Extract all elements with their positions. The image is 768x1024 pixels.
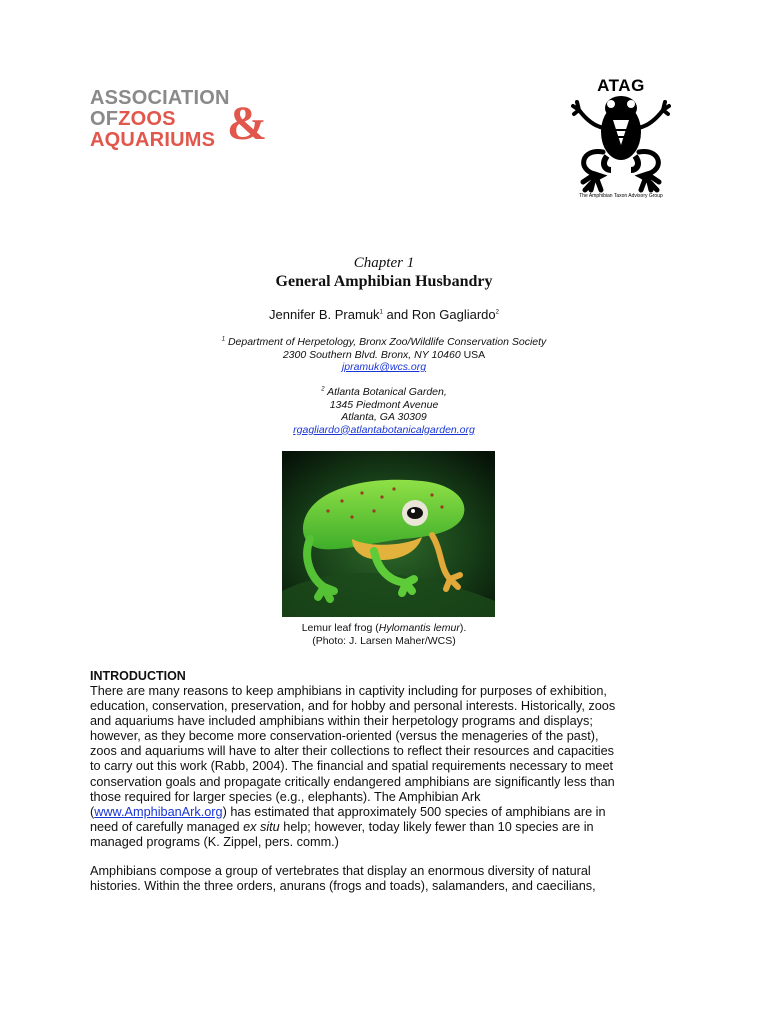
affiliation-1-email-link[interactable]: jpramuk@wcs.org xyxy=(341,361,427,373)
author-2-marker: 2 xyxy=(495,309,499,316)
paragraph-line: There are many reasons to keep amphibians in captivity including for purposes of exhibition, xyxy=(90,684,607,698)
photo-caption-line xyxy=(0,622,768,635)
paren-open: ( xyxy=(90,804,95,819)
paragraph-text: help; however, today likely fewer than 10 species are in xyxy=(279,819,594,834)
paragraph-line: histories. Within the three orders, anurans (frogs and toads), salamanders, and caecilians, xyxy=(90,879,596,894)
introduction-paragraph-2 xyxy=(90,864,690,894)
affiliation-1 xyxy=(0,336,768,374)
chapter-label: Chapter 1 xyxy=(353,255,415,271)
caption-text: Lemur leaf frog ( xyxy=(301,622,379,634)
author-1-marker: 1 xyxy=(379,309,383,316)
affiliation-2-street: 1345 Piedmont Avenue xyxy=(329,398,439,411)
author-2: and Ron Gagliardo xyxy=(386,307,496,322)
introduction-paragraph-1 xyxy=(90,684,690,850)
photo-credit: (Photo: J. Larsen Maher/WCS) xyxy=(312,634,456,647)
frog-icon xyxy=(571,90,671,194)
amphibian-ark-link[interactable]: www.AmphibanArk.org xyxy=(94,804,223,819)
ex-situ-term: ex situ xyxy=(243,819,280,834)
authors xyxy=(0,307,768,322)
affiliation-1-dept-line xyxy=(0,336,768,349)
affiliation-1-street: 2300 Southern Blvd. Bronx, NY 10460 xyxy=(282,348,461,361)
affiliation-2 xyxy=(0,386,768,436)
affiliation-1-address xyxy=(0,349,768,362)
aza-logo-zoos: ZOOS xyxy=(118,108,176,130)
chapter-title: General Amphibian Husbandry xyxy=(275,273,493,290)
aza-logo-of: OF xyxy=(90,108,119,130)
atag-logo xyxy=(566,76,676,204)
paragraph-line: and aquariums have included amphibians within their herpetology programs and displays; xyxy=(90,714,593,729)
paragraph-text: need of carefully managed xyxy=(90,819,244,834)
affiliation-2-city: Atlanta, GA 30309 xyxy=(341,411,427,423)
paragraph-line: managed programs (K. Zippel, pers. comm.) xyxy=(90,834,339,849)
caption-end: ). xyxy=(459,622,467,634)
aza-logo-ampersand: & xyxy=(227,97,267,150)
caption-species: Hylomantis lemur xyxy=(378,622,460,634)
paragraph-line: education, conservation, preservation, and for hobby and personal interests. Historically, zoos xyxy=(90,699,616,714)
lemur-leaf-frog-image xyxy=(282,451,495,617)
atag-logo-title: ATAG xyxy=(597,76,645,95)
paragraph-line xyxy=(90,805,690,820)
paragraph-line: however, as they become more conservation-oriented (versus the menageries of the past), xyxy=(90,729,599,744)
paragraph-line: those required for larger species (e.g., elephants). The Amphibian Ark xyxy=(90,789,481,804)
paragraph-text: ) has estimated that approximately 500 species of amphibians are in xyxy=(222,804,606,819)
aza-logo-line3: AQUARIUMS xyxy=(90,129,216,151)
affiliation-2-email-link[interactable]: rgagliardo@atlantabotanicalgarden.org xyxy=(293,423,475,436)
paragraph-line: to carry out this work (Rabb, 2004). The financial and spatial requirements necessary to meet xyxy=(90,759,614,774)
paragraph-line xyxy=(90,820,690,835)
affiliation-1-marker: 1 xyxy=(221,336,226,343)
photo-caption xyxy=(0,622,768,647)
aza-logo-line1: ASSOCIATION xyxy=(90,87,230,109)
affiliation-2-dept: Atlanta Botanical Garden, xyxy=(327,386,447,398)
frog-photo xyxy=(282,451,495,617)
paragraph-line: conservation goals and propagate critically endangered amphibians are significantly less than xyxy=(90,774,615,789)
affiliation-1-dept: Department of Herpetology, Bronx Zoo/Wildlife Conservation Society xyxy=(227,336,547,348)
author-1: Jennifer B. Pramuk xyxy=(269,307,380,322)
affiliation-2-marker: 2 xyxy=(321,386,325,393)
paragraph-line: zoos and aquariums will have to alter their collections to reflect their resources and capacities xyxy=(90,744,614,759)
atag-logo-subtitle: The Amphibian Taxon Advisory Group xyxy=(579,193,663,199)
paragraph-line: Amphibians compose a group of vertebrates that display an enormous diversity of natural xyxy=(90,864,591,878)
affiliation-1-country: USA xyxy=(463,348,486,361)
introduction-heading: INTRODUCTION xyxy=(90,669,186,683)
aza-logo xyxy=(90,87,270,151)
affiliation-2-dept-line xyxy=(0,386,768,399)
